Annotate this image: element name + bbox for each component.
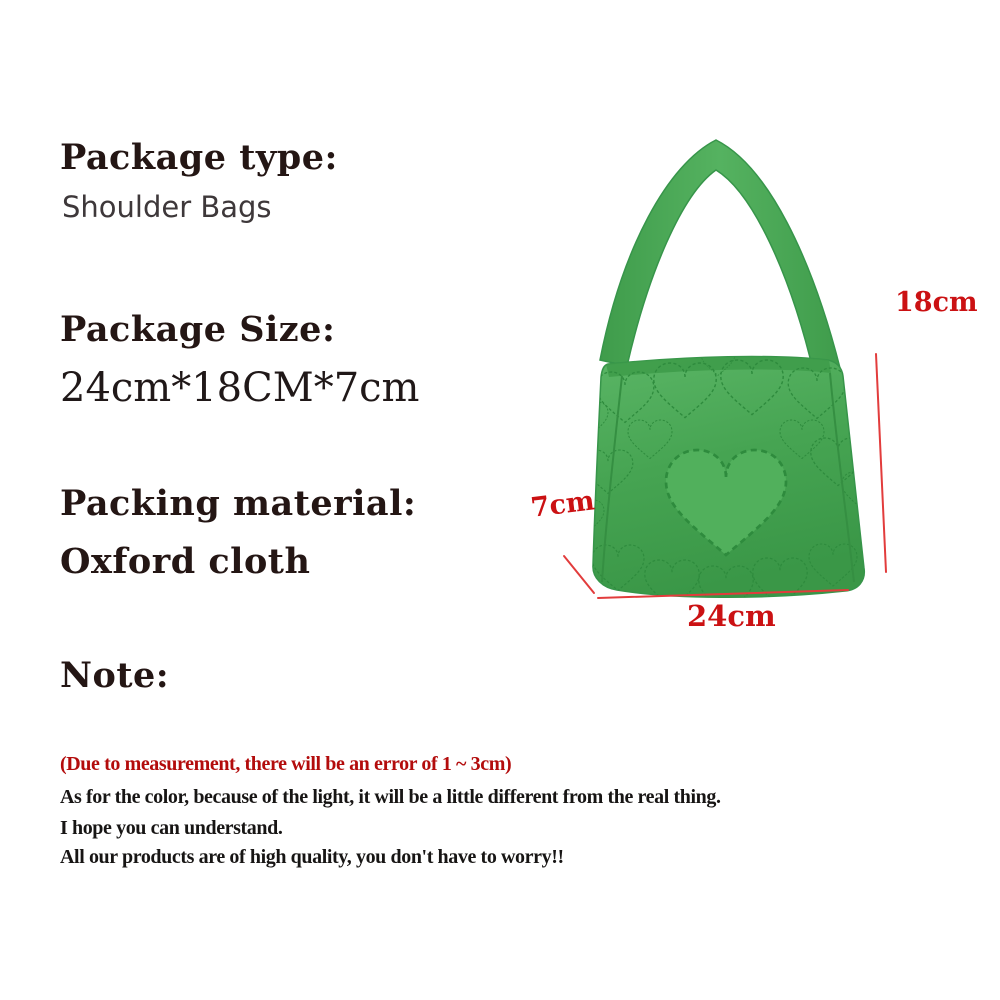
package-size-value: 24cm*18CM*7cm — [60, 365, 420, 411]
note-line-2: I hope you can understand. — [60, 817, 283, 839]
package-type-heading: Package type: — [60, 137, 338, 178]
note-warning-line: (Due to measurement, there will be an error of 1 ~ 3cm) — [60, 753, 512, 775]
packing-material-value: Oxford cloth — [60, 541, 311, 582]
depth-dimension-label: 7cm — [529, 485, 597, 524]
dimension-line-depth — [564, 556, 594, 593]
package-type-value: Shoulder Bags — [62, 190, 272, 224]
package-size-heading: Package Size: — [60, 309, 336, 350]
height-dimension-label: 18cm — [895, 287, 978, 318]
note-line-3: All our products are of high quality, you don't have to worry!! — [60, 846, 564, 868]
note-heading: Note: — [60, 655, 170, 696]
bag-strap — [600, 140, 840, 374]
dimension-line-height — [876, 354, 886, 572]
width-dimension-label: 24cm — [687, 599, 776, 633]
note-line-1: As for the color, because of the light, it will be a little different from the real thing. — [60, 786, 721, 808]
bag-photo — [530, 120, 1000, 660]
packing-material-heading: Packing material: — [60, 483, 417, 524]
